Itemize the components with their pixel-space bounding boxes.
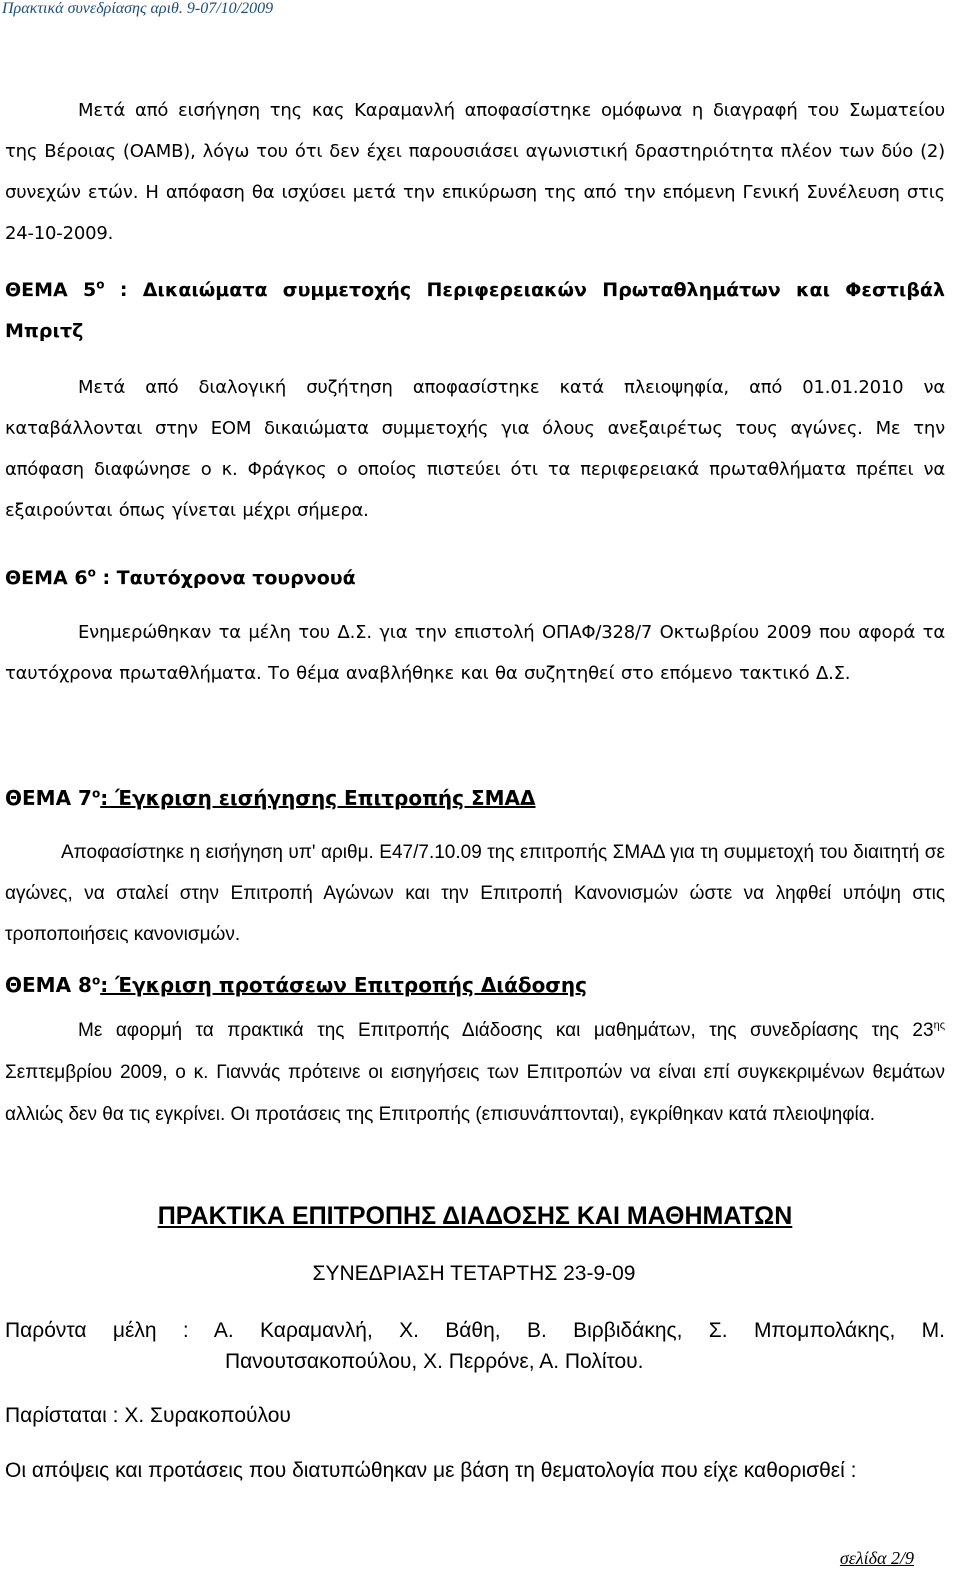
theme-7-heading [5,778,945,819]
session-title: ΣΥΝΕΔΡΙΑΣΗ ΤΕΤΑΡΤΗΣ 23-9-09 [312,1262,636,1285]
theme-7-prefix: ΘΕΜΑ 7 [5,786,92,810]
opinions-intro: Οι απόψεις και προτάσεις που διατυπώθηκαν με βάση τη θεματολογία που είχε καθορισθεί : [5,1459,857,1482]
page-number-text: σελίδα 2/9 [839,1548,914,1568]
theme-7-ordinal: ο [91,786,101,801]
attending-member: Παρίσταται : Χ. Συρακοπούλου [5,1404,291,1427]
theme-6-ordinal: ο [87,565,96,580]
theme-5-heading [5,270,945,352]
dissemination-text-part1: Με αφορμή τα πρακτικά της Επιτροπής Διάδοσης και μαθημάτων, της συνεδρίασης της 23 [78,1020,934,1041]
theme-8-heading [5,965,945,1006]
dissemination-text-part2: Σεπτεμβρίου 2009, ο κ. Γιαννάς πρότεινε οι εισηγήσεις των Επιτροπών να είναι επί συγκεκριμένων θεμάτων αλλιώς δεν θα τις εγκρίνει. Οι προτάσεις της Επιτροπής (επισυνάπτονται), εγκρίθηκαν κατά πλειοψηφία. [5,1062,945,1125]
theme-7-title: : Έγκριση εισήγησης Επιτροπής ΣΜΑΔ [100,786,536,810]
theme-5-ordinal: ο [96,277,105,292]
page-header: Πρακτικά συνεδρίασης αριθ. 9-07/10/2009 [2,0,274,17]
paragraph-deletion: Μετά από εισήγηση της κας Καραμανλή αποφασίστηκε ομόφωνα η διαγραφή του Σωματείου της Βέροιας (ΟΑΜΒ), λόγω του ότι δεν έχει παρουσιάσει αγωνιστική δραστηριότητα πλέον των δύο (2) συνεχών ετών. Η απόφαση θα ισχύσει μετά την επικύρωση της από την επόμενη Γενική Συνέλευση στις 24-10-2009. [5,100,945,244]
theme-8-title: : Έγκριση προτάσεων Επιτροπής Διάδοσης [100,973,587,997]
section-title [0,1202,955,1231]
dissemination-ordinal: ης [933,1019,945,1032]
theme-5-title: : Δικαιώματα συμμετοχής Περιφερειακών Πρωταθλημάτων και Φεστιβάλ Μπριτζ [5,279,946,342]
section-title-text: ΠΡΑΚΤΙΚΑ ΕΠΙΤΡΟΠΗΣ ΔΙΑΔΟΣΗΣ ΚΑΙ ΜΑΘΗΜΑΤΩΝ [157,1202,793,1230]
paragraph-simultaneous-tournaments: Ενημερώθηκαν τα μέλη του Δ.Σ. για την επιστολή ΟΠΑΦ/328/7 Οκτωβρίου 2009 που αφορά τα ταυτόχρονα πρωταθλήματα. Το θέμα αναβλήθηκε και θα συζητηθεί στο επόμενο τακτικό Δ.Σ. [5,622,945,684]
paragraph-participation-fees: Μετά από διαλογική συζήτηση αποφασίστηκε κατά πλειοψηφία, από 01.01.2010 να καταβάλλονται στην ΕΟΜ δικαιώματα συμμετοχής για όλους ανεξαιρέτως τους αγώνες. Με την απόφαση διαφώνησε ο κ. Φράγκος ο οποίος πιστεύει ότι τα περιφερειακά πρωταθλήματα πρέπει να εξαιρούνται όπως γίνεται μέχρι σήμερα. [5,377,945,521]
paragraph-dissemination-proposals [5,1010,945,1136]
theme-6-prefix: ΘΕΜΑ 6 [5,567,88,589]
present-members-line2: Πανουτσακοπούλου, Χ. Περρόνε, Α. Πολίτου. [225,1350,644,1373]
present-members-line1: Παρόντα μέλη : Α. Καραμανλή, Χ. Βάθη, Β. Βιρβιδάκης, Σ. Μπομπολάκης, Μ. [5,1319,945,1342]
theme-8-prefix: ΘΕΜΑ 8 [5,973,92,997]
theme-6-heading [5,558,945,599]
theme-5-prefix: ΘΕΜΑ 5 [5,279,97,301]
theme-6-title: : Ταυτόχρονα τουρνουά [95,567,356,589]
present-members [5,1315,945,1377]
theme-8-ordinal: ο [91,973,101,988]
paragraph-smad-proposal: Αποφασίστηκε η εισήγηση υπ' αριθμ. Ε47/7.10.09 της επιτροπής ΣΜΑΔ για τη συμμετοχή του διαιτητή σε αγώνες, να σταλεί στην Επιτροπή Αγώνων και την Επιτροπή Κανονισμών ώστε να ληφθεί υπόψη στις τροποποιήσεις κανονισμών. [5,842,945,945]
page-number [840,1548,914,1569]
